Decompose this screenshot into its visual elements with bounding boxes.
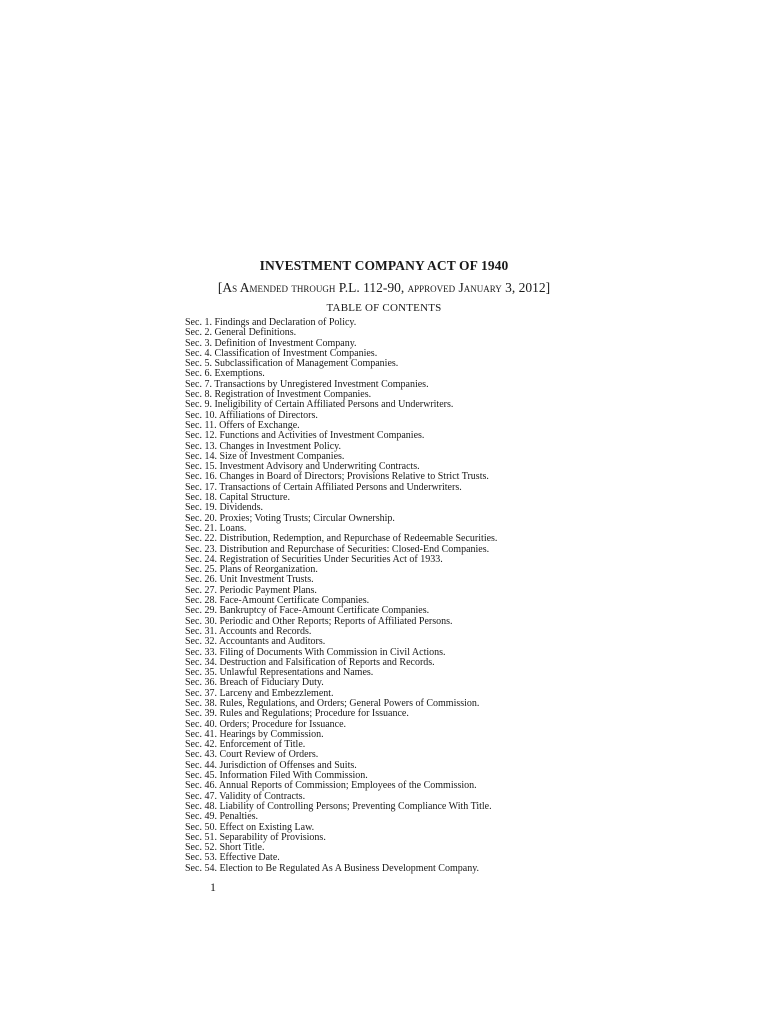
toc-entry: Sec. 41. Hearings by Commission.	[185, 728, 324, 740]
toc-entry: Sec. 35. Unlawful Representations and Names.	[185, 667, 374, 679]
toc-entry: Sec. 38. Rules, Regulations, and Orders; General Powers of Commission.	[185, 697, 480, 709]
toc-entry: Sec. 6. Exemptions.	[185, 368, 265, 380]
toc-heading: TABLE OF CONTENTS	[326, 302, 442, 314]
toc-entry: Sec. 39. Rules and Regulations; Procedure for Issuance.	[185, 708, 409, 720]
toc-entry: Sec. 23. Distribution and Repurchase of Securities: Closed-End Companies.	[185, 543, 490, 555]
toc-entry: Sec. 42. Enforcement of Title.	[185, 739, 306, 751]
toc-entry: Sec. 8. Registration of Investment Companies.	[185, 389, 372, 401]
toc-entry: Sec. 19. Dividends.	[185, 502, 264, 514]
toc-entry: Sec. 40. Orders; Procedure for Issuance.	[185, 718, 347, 730]
toc-entry: Sec. 36. Breach of Fiduciary Duty.	[185, 677, 324, 689]
toc-entry: Sec. 28. Face-Amount Certificate Companies.	[185, 595, 370, 607]
toc-entry: Sec. 27. Periodic Payment Plans.	[185, 584, 317, 596]
toc-entry: Sec. 44. Jurisdiction of Offenses and Suits.	[185, 759, 357, 771]
toc-entry: Sec. 45. Information Filed With Commission.	[185, 770, 368, 782]
toc-entry: Sec. 7. Transactions by Unregistered Investment Companies.	[185, 378, 429, 390]
toc-entry: Sec. 15. Investment Advisory and Underwriting Contracts.	[185, 461, 420, 473]
toc-entry: Sec. 47. Validity of Contracts.	[185, 790, 306, 802]
toc-entry: Sec. 16. Changes in Board of Directors; Provisions Relative to Strict Trusts.	[185, 471, 489, 483]
toc-entry: Sec. 21. Loans.	[185, 522, 247, 534]
toc-entry: Sec. 18. Capital Structure.	[185, 492, 290, 504]
toc-entry: Sec. 3. Definition of Investment Company.	[185, 337, 357, 349]
toc-entry: Sec. 37. Larceny and Embezzlement.	[185, 687, 334, 699]
toc-entry: Sec. 9. Ineligibility of Certain Affiliated Persons and Underwriters.	[185, 399, 454, 411]
toc-entry: Sec. 29. Bankruptcy of Face-Amount Certificate Companies.	[185, 605, 430, 617]
toc-entry: Sec. 13. Changes in Investment Policy.	[185, 440, 341, 452]
table-of-contents	[185, 318, 497, 874]
toc-entry: Sec. 46. Annual Reports of Commission; Employees of the Commission.	[185, 780, 477, 792]
toc-entry: Sec. 32. Accountants and Auditors.	[185, 636, 326, 648]
toc-entry: Sec. 49. Penalties.	[185, 811, 259, 823]
toc-entry: Sec. 50. Effect on Existing Law.	[185, 821, 315, 833]
toc-entry: Sec. 11. Offers of Exchange.	[185, 419, 300, 431]
toc-entry: Sec. 22. Distribution, Redemption, and Repurchase of Redeemable Securities.	[185, 533, 498, 545]
toc-entry: Sec. 20. Proxies; Voting Trusts; Circular Ownership.	[185, 512, 395, 524]
toc-entry: Sec. 4. Classification of Investment Companies.	[185, 347, 378, 359]
document-title: INVESTMENT COMPANY ACT OF 1940	[259, 258, 509, 273]
toc-entry: Sec. 48. Liability of Controlling Persons; Preventing Compliance With Title.	[185, 800, 492, 812]
toc-entry: Sec. 30. Periodic and Other Reports; Reports of Affiliated Persons.	[185, 615, 453, 627]
toc-entry: Sec. 25. Plans of Reorganization.	[185, 564, 318, 576]
toc-entry: Sec. 2. General Definitions.	[185, 327, 297, 339]
toc-entry: Sec. 53. Effective Date.	[185, 852, 280, 864]
toc-entry: Sec. 52. Short Title.	[185, 842, 265, 854]
toc-entry: Sec. 24. Registration of Securities Under Securities Act of 1933.	[185, 553, 443, 565]
toc-entry: Sec. 34. Destruction and Falsification of Reports and Records.	[185, 656, 435, 668]
toc-entry: Sec. 33. Filing of Documents With Commission in Civil Actions.	[185, 646, 446, 658]
toc-entry: Sec. 54. Election to Be Regulated As A Business Development Company.	[185, 862, 480, 874]
toc-entry: Sec. 26. Unit Investment Trusts.	[185, 574, 314, 586]
toc-entry: Sec. 1. Findings and Declaration of Policy.	[185, 317, 357, 328]
toc-entry: Sec. 12. Functions and Activities of Investment Companies.	[185, 430, 425, 442]
page-number: 1	[210, 880, 216, 894]
toc-entry: Sec. 17. Transactions of Certain Affiliated Persons and Underwriters.	[185, 481, 462, 493]
toc-entry: Sec. 31. Accounts and Records.	[185, 625, 312, 637]
toc-entry: Sec. 14. Size of Investment Companies.	[185, 450, 345, 462]
toc-entry: Sec. 5. Subclassification of Management Companies.	[185, 358, 399, 370]
toc-entry: Sec. 43. Court Review of Orders.	[185, 749, 319, 761]
toc-entry: Sec. 10. Affiliations of Directors.	[185, 409, 318, 421]
document-subtitle: [As Amended through P.L. 112-90, approved January 3, 2012]	[217, 280, 551, 295]
toc-entry: Sec. 51. Separability of Provisions.	[185, 831, 326, 843]
